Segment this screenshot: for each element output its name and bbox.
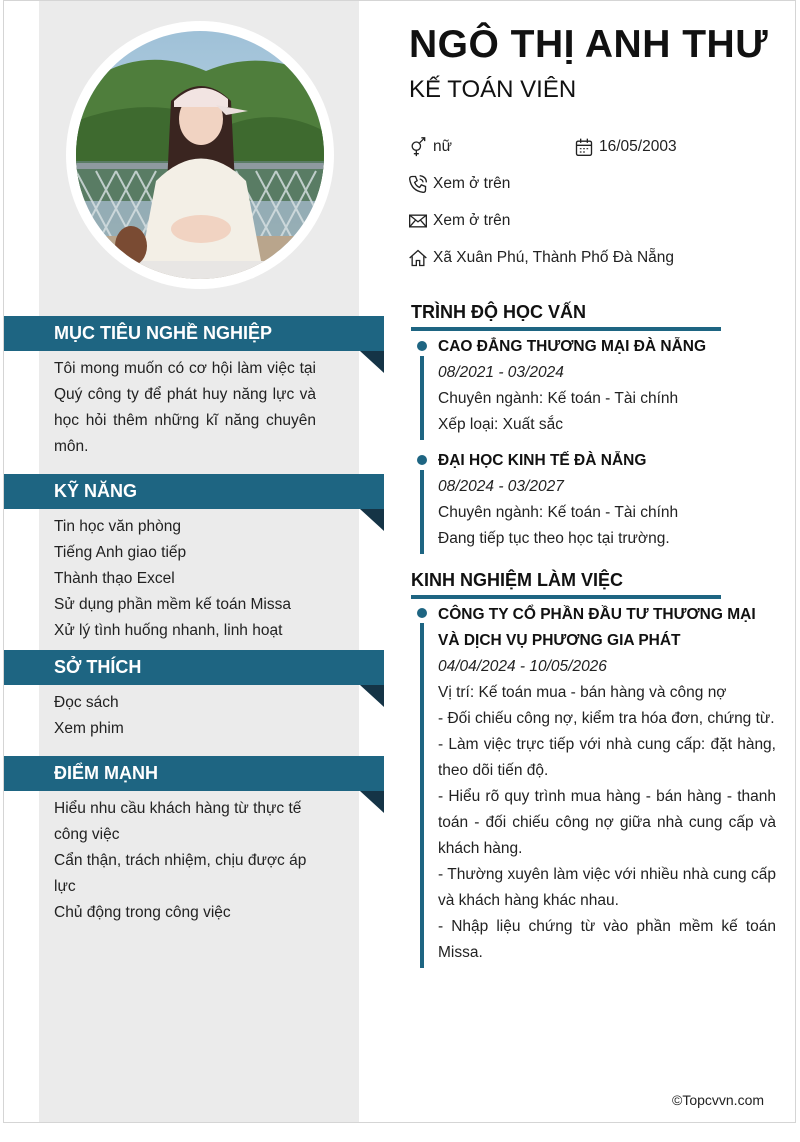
birthdate-value: 16/05/2003 [599, 138, 677, 155]
strengths-list [54, 796, 316, 926]
experience-heading: KINH NGHIỆM LÀM VIỆC [411, 570, 624, 590]
school-name: ĐẠI HỌC KINH TẾ ĐÀ NẴNG [438, 452, 647, 469]
experience-duty: - Nhập liệu chứng từ vào phần mềm kế toán Missa. [438, 918, 776, 961]
skill-item: Tiếng Anh giao tiếp [54, 544, 187, 561]
skills-heading: KỸ NĂNG [4, 474, 384, 509]
education-major: Chuyên ngành: Kế toán - Tài chính [438, 504, 679, 521]
timeline-line [420, 470, 424, 554]
footer-credit: ©Topcvvn.com [672, 1092, 765, 1108]
job-title: KẾ TOÁN VIÊN [409, 76, 577, 103]
phone-icon [408, 174, 428, 194]
experience-duty: - Hiểu rõ quy trình mua hàng - bán hàng - thanh toán - đối chiếu công nợ giữa nhà cung cấp và khách hàng. [438, 788, 776, 857]
candidate-name: NGÔ THỊ ANH THƯ [409, 23, 769, 66]
gender-icon [408, 137, 428, 157]
education-heading: TRÌNH ĐỘ HỌC VẤN [411, 302, 586, 322]
timeline-dot [417, 455, 427, 465]
email-value: Xem ở trên [433, 212, 511, 229]
education-entry [438, 334, 776, 438]
objective-heading: MỤC TIÊU NGHỀ NGHIỆP [4, 316, 384, 351]
timeline-line [420, 623, 424, 968]
phone-value: Xem ở trên [433, 175, 511, 192]
gender-info [408, 137, 452, 157]
timeline-line [420, 356, 424, 440]
education-major: Chuyên ngành: Kế toán - Tài chính [438, 390, 679, 407]
cv-page [3, 0, 796, 1123]
skill-item: Thành thạo Excel [54, 570, 175, 587]
education-note: Đang tiếp tục theo học tại trường. [438, 530, 670, 547]
address-info [408, 248, 674, 268]
experience-entry [438, 602, 776, 966]
skill-item: Sử dụng phần mềm kế toán Missa [54, 596, 291, 613]
calendar-icon [574, 137, 594, 157]
gender-value: nữ [433, 138, 452, 155]
education-period: 08/2021 - 03/2024 [438, 364, 564, 381]
experience-position: Vị trí: Kế toán mua - bán hàng và công nợ [438, 684, 727, 701]
skill-item: Xử lý tình huống nhanh, linh hoạt [54, 622, 283, 639]
strength-item: Hiểu nhu cầu khách hàng từ thực tế công việc [54, 800, 302, 843]
ribbon-fold [360, 685, 384, 707]
mail-icon [408, 211, 428, 231]
email-info [408, 211, 510, 231]
strengths-heading: ĐIỂM MẠNH [4, 756, 384, 791]
timeline-dot [417, 341, 427, 351]
education-entry [438, 448, 776, 552]
ribbon-fold [360, 791, 384, 813]
address-value: Xã Xuân Phú, Thành Phố Đà Nẵng [433, 249, 674, 266]
experience-duty: - Đối chiếu công nợ, kiểm tra hóa đơn, chứng từ. [438, 710, 775, 727]
experience-duty: - Làm việc trực tiếp với nhà cung cấp: đặt hàng, theo dõi tiến độ. [438, 736, 776, 779]
experience-duty: - Thường xuyên làm việc với nhiều nhà cung cấp và khách hàng khác nhau. [438, 866, 776, 909]
skills-list [54, 514, 316, 644]
strength-item: Chủ động trong công việc [54, 904, 231, 921]
school-name: CAO ĐẲNG THƯƠNG MẠI ĐÀ NẴNG [438, 338, 707, 355]
experience-period: 04/04/2024 - 10/05/2026 [438, 658, 607, 675]
hobby-item: Đọc sách [54, 694, 119, 711]
education-period: 08/2024 - 03/2027 [438, 478, 564, 495]
hobbies-list [54, 690, 316, 742]
strength-item: Cẩn thận, trách nhiệm, chịu được áp lực [54, 852, 307, 895]
avatar [76, 31, 324, 279]
education-underline [411, 327, 721, 331]
company-name: CÔNG TY CỔ PHẦN ĐẦU TƯ THƯƠNG MẠI VÀ DỊCH VỤ PHƯƠNG GIA PHÁT [438, 606, 756, 649]
home-icon [408, 248, 428, 268]
birthdate-info [574, 137, 677, 157]
timeline-dot [417, 608, 427, 618]
experience-underline [411, 595, 721, 599]
ribbon-fold [360, 509, 384, 531]
hobby-item: Xem phim [54, 720, 124, 737]
ribbon-fold [360, 351, 384, 373]
phone-info [408, 174, 510, 194]
hobbies-heading: SỞ THÍCH [4, 650, 384, 685]
skill-item: Tin học văn phòng [54, 518, 181, 535]
education-note: Xếp loại: Xuất sắc [438, 416, 563, 433]
objective-text: Tôi mong muốn có cơ hội làm việc tại Quý công ty để phát huy năng lực và học hỏi thêm những kĩ năng chuyên môn. [54, 360, 316, 455]
